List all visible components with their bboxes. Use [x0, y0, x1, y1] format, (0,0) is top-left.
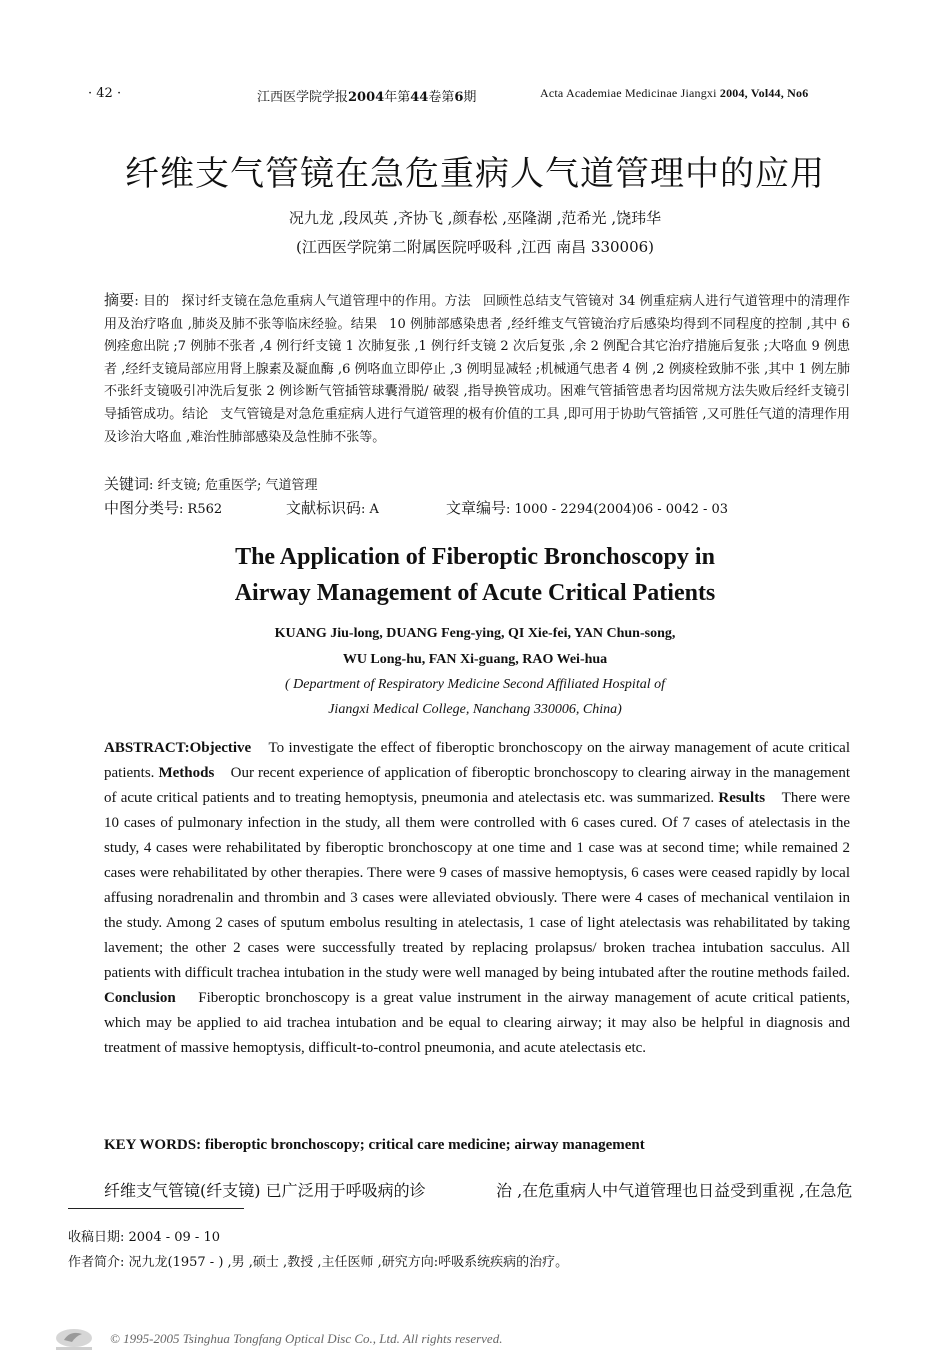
author-bio: 作者简介: 况九龙(1957 - ) ,男 ,硕士 ,教授 ,主任医师 ,研究方向:呼吸系统疾病的治疗。	[68, 1255, 569, 1270]
journal-name-cn: 江西医学院学报2004年第44卷第6期	[257, 90, 477, 105]
affiliation-cn: (江西医学院第二附属医院呼吸科 ,江西 南昌 330006)	[295, 238, 655, 256]
abstract-cn: 摘要: 目的 探讨纤支镜在急危重病人气道管理中的作用。方法 回顾性总结支气管镜对 34 例重症病人进行气道管理中的清理作用及治疗咯血 ,肺炎及肺不张等临床经验。结果 10 例肺部感染患者 ,经纤维支气管镜治疗后感染均得到不同程度的控制 ,其中 6 例痊愈出院 ;7 例肺不张者 ,4 例行纤支镜 1 次肺复张 ,1 例行纤支镜 2 次后复张 ,余 2 例配合其它治疗措施后复张 ;大咯血 9 例患者 ,经纤支镜局部应用肾上腺素及凝血酶 ,6 例咯血立即停止 ,3 例明显减轻 ;机械通气患者 4 例 ,2 例痰栓致肺不张 ,其中 1 例左肺不张纤支镜吸引冲洗后复张 2 例诊断气管插管球囊滑脱/ 破裂 ,指导换管成功。困难气管插管患者均因常规方法失败后经纤支镜引导插管成功。结论 支气管镜是对急危重症病人进行气道管理的极有价值的工具 ,即可用于协助气管插管 ,又可胜任气道的清理作用及诊治大咯血 ,难治性肺部感染及急性肺不张等。	[104, 291, 851, 445]
page-number: · 42 ·	[88, 86, 122, 101]
footnote-divider	[68, 1208, 244, 1209]
abstract-en: ABSTRACT:Objective To investigate the effect of fiberoptic bronchoscopy on the airway management of acute critical patients. Methods Our recent experience of application of fiberoptic bronchoscopy to clearing airway in the management of acute critical patients and to treating hemoptysis, pneumonia and atelectasis etc. was summarized. Results There were 10 cases of pulmonary infection in the study, all them were controlled with 6 cases cured. Of 7 cases of atelectasis in the study, 4 cases were rehabilitated by fiberoptic bronchoscopy at one time and 1 case was at second time; while remained 2 cases were rehabilitated by other therapies. There were 9 cases of massive hemoptysis, 6 cases were ceased rapidly by local affusing noradrenalin and thrombin and 3 cases were alleviated obviously. There were 4 cases of mechanical ventilaion in the study. Among 2 cases of sputum embolus resulting in atelectasis, 1 case of light atelectasis was rehabilitated by taking lavement; the other 2 cases were successfully treated by replacing prolapsus/ broken trachea intubation sacculus. All patients with difficult trachea intubation in the study were well managed by being intubated after the routine methods failed. Conclusion Fiberoptic bronchoscopy is a great value instrument in the airway management of acute critical patients, which may be applied to aid trachea intubation and be equal to clearing airway; it may also be helpful in diagnosis and treatment of massive hemoptysis, difficult-to-control pneumonia, and acute atelectasis etc.	[104, 740, 851, 1056]
body-text-right-column: 治 ,在危重病人中气道管理也日益受到重视 ,在急危	[496, 1181, 853, 1200]
journal-name-en: Acta Academiae Medicinae Jiangxi 2004, Vol44, No6	[540, 86, 809, 100]
keywords-en: KEY WORDS: fiberoptic bronchoscopy; critical care medicine; airway management	[104, 1137, 645, 1153]
article-title-cn: 纤维支气管镜在急危重病人气道管理中的应用	[125, 154, 825, 194]
classification-line: 中图分类号: R562 文献标识码: A 文章编号: 1000 - 2294(2004)06 - 0042 - 03	[104, 499, 729, 517]
authors-en: KUANG Jiu-long, DUANG Feng-ying, QI Xie-fei, YAN Chun-song, WU Long-hu, FAN Xi-guang, RAO Wei-hua	[274, 626, 676, 667]
affiliation-en: ( Department of Respiratory Medicine Second Affiliated Hospital of Jiangxi Medical College, Nanchang 330006, China)	[284, 677, 665, 717]
copyright-notice: © 1995-2005 Tsinghua Tongfang Optical Disc Co., Ltd. All rights reserved.	[110, 1331, 503, 1346]
authors-cn: 况九龙 ,段凤英 ,齐协飞 ,颜春松 ,巫隆湖 ,范希光 ,饶玮华	[288, 209, 662, 227]
publisher-logo-icon	[52, 1326, 96, 1352]
running-header	[0, 86, 950, 108]
keywords-cn: 关键词: 纤支镜; 危重医学; 气道管理	[104, 475, 318, 493]
article-title-en: The Application of Fiberoptic Bronchoscopy in Airway Management of Acute Critical Patients	[234, 544, 716, 606]
received-date: 收稿日期: 2004 - 09 - 10	[68, 1230, 220, 1245]
abstract-cn-label: 摘要	[104, 291, 135, 309]
body-text-left-column: 纤维支气管镜(纤支镜) 已广泛用于呼吸病的诊	[104, 1181, 426, 1200]
